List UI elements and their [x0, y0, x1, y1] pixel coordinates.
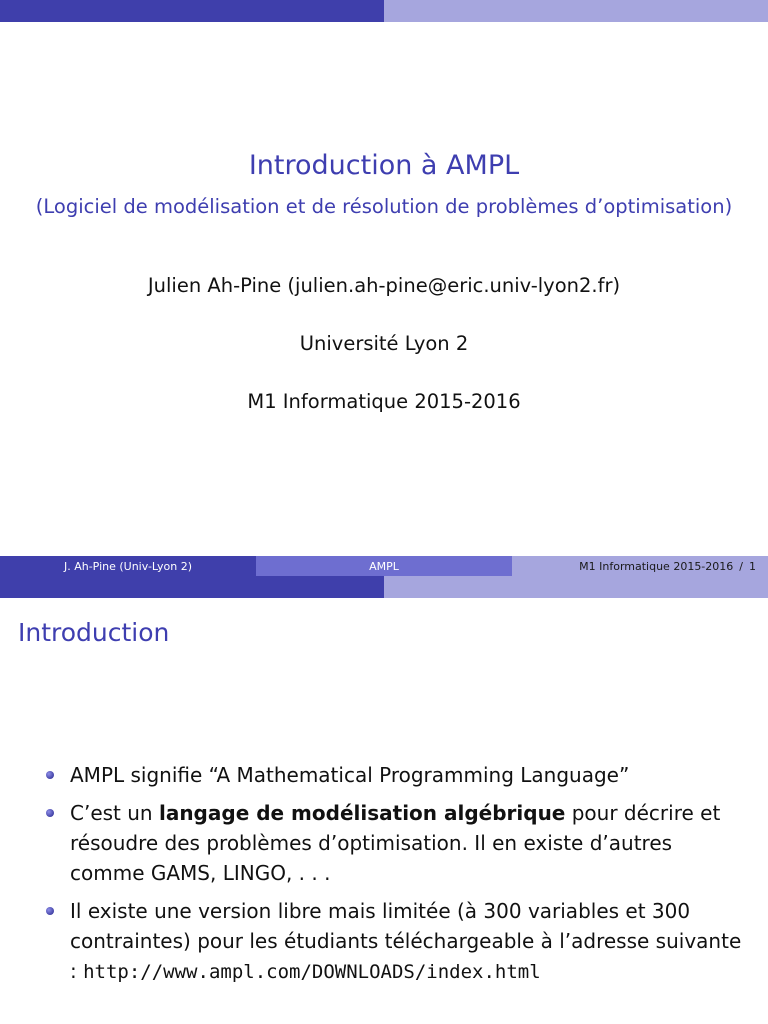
list-item: [44, 798, 744, 888]
presentation-subtitle: (Logiciel de modélisation et de résolution de problèmes d’optimisation): [35, 195, 733, 218]
list-item: [44, 896, 744, 987]
header-bar-right: [384, 576, 768, 598]
header-bar-left: [0, 0, 384, 22]
bullet-icon: [46, 907, 54, 915]
download-url[interactable]: http://www.ampl.com/DOWNLOADS/index.html: [83, 961, 541, 983]
footer-separator: /: [739, 559, 743, 573]
frame-title: Introduction: [18, 618, 170, 647]
bullet-text-bold: langage de modélisation algébrique: [158, 801, 566, 825]
bullet-text: AMPL signifie “A Mathematical Programming Language”: [70, 763, 630, 787]
bullet-text-post: pour décrire et résoudre des problèmes d’optimisation. Il en existe d’autres comme GAMS, LINGO, . . .: [70, 801, 721, 885]
list-item: [44, 760, 744, 790]
footer-author: J. Ah-Pine (Univ-Lyon 2): [0, 556, 256, 576]
header-bar-left: [0, 576, 384, 598]
introduction-slide: [0, 576, 768, 1024]
bullet-text: Il existe une version libre mais limitée (à 300 variables et 300 contraintes) pour les étudiants téléchargeable à l’adresse suivante :: [70, 899, 742, 983]
footer-title: AMPL: [256, 556, 512, 576]
bullet-icon: [46, 809, 54, 817]
institute: Université Lyon 2: [299, 332, 469, 355]
footer-bar: [0, 556, 768, 576]
header-bar: [0, 576, 768, 598]
bullet-text-pre: C’est un: [70, 801, 159, 825]
footer-date: M1 Informatique 2015-2016: [579, 559, 734, 573]
bullet-icon: [46, 771, 54, 779]
footer-page-number: 1: [749, 559, 756, 573]
date: M1 Informatique 2015-2016: [247, 390, 521, 413]
author: Julien Ah-Pine (julien.ah-pine@eric.univ-lyon2.fr): [147, 274, 621, 297]
bullet-list: [44, 760, 744, 995]
header-bar-right: [384, 0, 768, 22]
header-bar: [0, 0, 768, 22]
footer-date-page: [512, 556, 768, 576]
presentation-title: Introduction à AMPL: [248, 150, 520, 181]
